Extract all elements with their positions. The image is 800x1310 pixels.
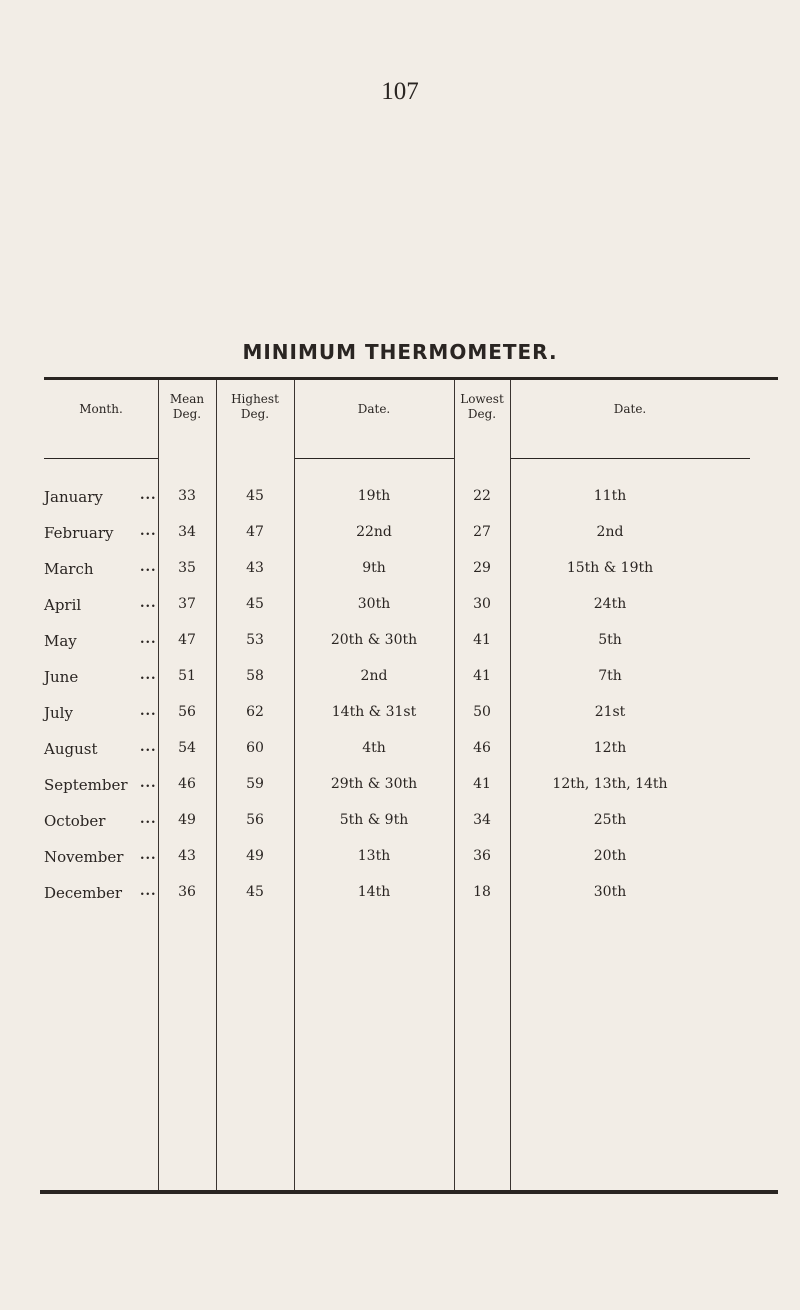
lowest-cell: 30 — [473, 596, 491, 612]
highest-date-cell: 4th — [362, 740, 386, 756]
highest-date-cell: 30th — [357, 596, 391, 612]
lowest-cell: 46 — [473, 740, 491, 756]
lowest-cell: 27 — [473, 524, 491, 540]
lowest-date-cell: 30th — [593, 884, 627, 900]
leader-dots: ... — [140, 632, 157, 647]
highest-date-cell: 9th — [362, 560, 386, 576]
highest-cell: 49 — [246, 848, 264, 864]
highest-cell: 43 — [246, 560, 264, 576]
header-underline — [510, 458, 750, 459]
highest-cell: 59 — [246, 776, 264, 792]
highest-date-cell: 22nd — [356, 524, 392, 540]
header-month: Month. — [79, 402, 123, 416]
table-row — [0, 812, 800, 848]
highest-cell: 45 — [246, 596, 264, 612]
lowest-date-cell: 12th — [593, 740, 627, 756]
highest-date-cell: 29th & 30th — [330, 776, 418, 792]
lowest-cell: 41 — [473, 776, 491, 792]
mean-cell: 54 — [178, 740, 196, 756]
highest-cell: 60 — [246, 740, 264, 756]
month-cell: February — [44, 524, 114, 542]
page-number: 107 — [381, 78, 419, 105]
mean-cell: 34 — [178, 524, 196, 540]
table-row — [0, 668, 800, 704]
lowest-date-cell: 15th & 19th — [566, 560, 654, 576]
month-cell: April — [44, 596, 82, 614]
mean-cell: 33 — [178, 488, 196, 504]
lowest-date-cell: 7th — [598, 668, 622, 684]
lowest-cell: 18 — [473, 884, 491, 900]
lowest-date-cell: 24th — [593, 596, 627, 612]
mean-cell: 43 — [178, 848, 196, 864]
table-bottom-rule — [40, 1190, 778, 1194]
leader-dots: ... — [140, 812, 157, 827]
highest-date-cell: 5th & 9th — [339, 812, 409, 828]
mean-cell: 51 — [178, 668, 196, 684]
lowest-date-cell: 5th — [598, 632, 622, 648]
highest-cell: 47 — [246, 524, 264, 540]
month-cell: June — [44, 668, 79, 686]
lowest-date-cell: 21st — [594, 704, 626, 720]
header-lowest — [454, 392, 510, 422]
lowest-cell: 50 — [473, 704, 491, 720]
leader-dots: ... — [140, 524, 157, 539]
page-title: MINIMUM THERMOMETER. — [242, 340, 558, 364]
highest-date-cell: 20th & 30th — [330, 632, 418, 648]
table-row — [0, 776, 800, 812]
mean-cell: 37 — [178, 596, 196, 612]
month-cell: December — [44, 884, 123, 902]
table-row — [0, 740, 800, 776]
table-row — [0, 488, 800, 524]
header-highest-line2: Deg. — [240, 407, 270, 421]
table-row — [0, 560, 800, 596]
table-row — [0, 704, 800, 740]
lowest-date-cell: 20th — [593, 848, 627, 864]
table-row — [0, 884, 800, 920]
lowest-date-cell: 2nd — [596, 524, 624, 540]
leader-dots: ... — [140, 776, 157, 791]
header-mean-line2: Deg. — [172, 407, 202, 421]
mean-cell: 35 — [178, 560, 196, 576]
lowest-date-cell: 25th — [593, 812, 627, 828]
table-row — [0, 524, 800, 560]
lowest-cell: 34 — [473, 812, 491, 828]
highest-cell: 45 — [246, 884, 264, 900]
header-highest-line1: Highest — [231, 392, 279, 406]
mean-cell: 47 — [178, 632, 196, 648]
header-mean — [158, 392, 216, 422]
highest-cell: 56 — [246, 812, 264, 828]
leader-dots: ... — [140, 488, 157, 503]
month-cell: October — [44, 812, 106, 830]
header-mean-line1: Mean — [169, 392, 205, 406]
month-cell: July — [44, 704, 73, 722]
header-underline — [44, 458, 158, 459]
highest-date-cell: 13th — [357, 848, 391, 864]
mean-cell: 56 — [178, 704, 196, 720]
highest-cell: 62 — [246, 704, 264, 720]
leader-dots: ... — [140, 848, 157, 863]
table-top-rule — [44, 377, 778, 380]
leader-dots: ... — [140, 884, 157, 899]
header-lowest-line1: Lowest — [460, 392, 504, 406]
leader-dots: ... — [140, 668, 157, 683]
month-cell: May — [44, 632, 77, 650]
lowest-cell: 22 — [473, 488, 491, 504]
month-cell: January — [44, 488, 103, 506]
highest-date-cell: 14th & 31st — [331, 704, 417, 720]
mean-cell: 36 — [178, 884, 196, 900]
highest-date-cell: 19th — [357, 488, 391, 504]
month-cell: March — [44, 560, 94, 578]
month-cell: August — [44, 740, 98, 758]
header-highest-date: Date. — [357, 402, 391, 416]
leader-dots: ... — [140, 596, 157, 611]
leader-dots: ... — [140, 740, 157, 755]
highest-date-cell: 14th — [357, 884, 391, 900]
mean-cell: 46 — [178, 776, 196, 792]
highest-cell: 53 — [246, 632, 264, 648]
lowest-cell: 36 — [473, 848, 491, 864]
highest-cell: 45 — [246, 488, 264, 504]
leader-dots: ... — [140, 704, 157, 719]
leader-dots: ... — [140, 560, 157, 575]
lowest-date-cell: 12th, 13th, 14th — [552, 776, 668, 792]
month-cell: November — [44, 848, 124, 866]
header-underline — [294, 458, 454, 459]
highest-date-cell: 2nd — [360, 668, 388, 684]
lowest-cell: 29 — [473, 560, 491, 576]
highest-cell: 58 — [246, 668, 264, 684]
lowest-date-cell: 11th — [593, 488, 627, 504]
table-row — [0, 848, 800, 884]
table-row — [0, 596, 800, 632]
mean-cell: 49 — [178, 812, 196, 828]
lowest-cell: 41 — [473, 632, 491, 648]
header-highest — [216, 392, 294, 422]
header-lowest-date: Date. — [613, 402, 647, 416]
lowest-cell: 41 — [473, 668, 491, 684]
table-row — [0, 632, 800, 668]
month-cell: September — [44, 776, 128, 794]
header-lowest-line2: Deg. — [467, 407, 497, 421]
